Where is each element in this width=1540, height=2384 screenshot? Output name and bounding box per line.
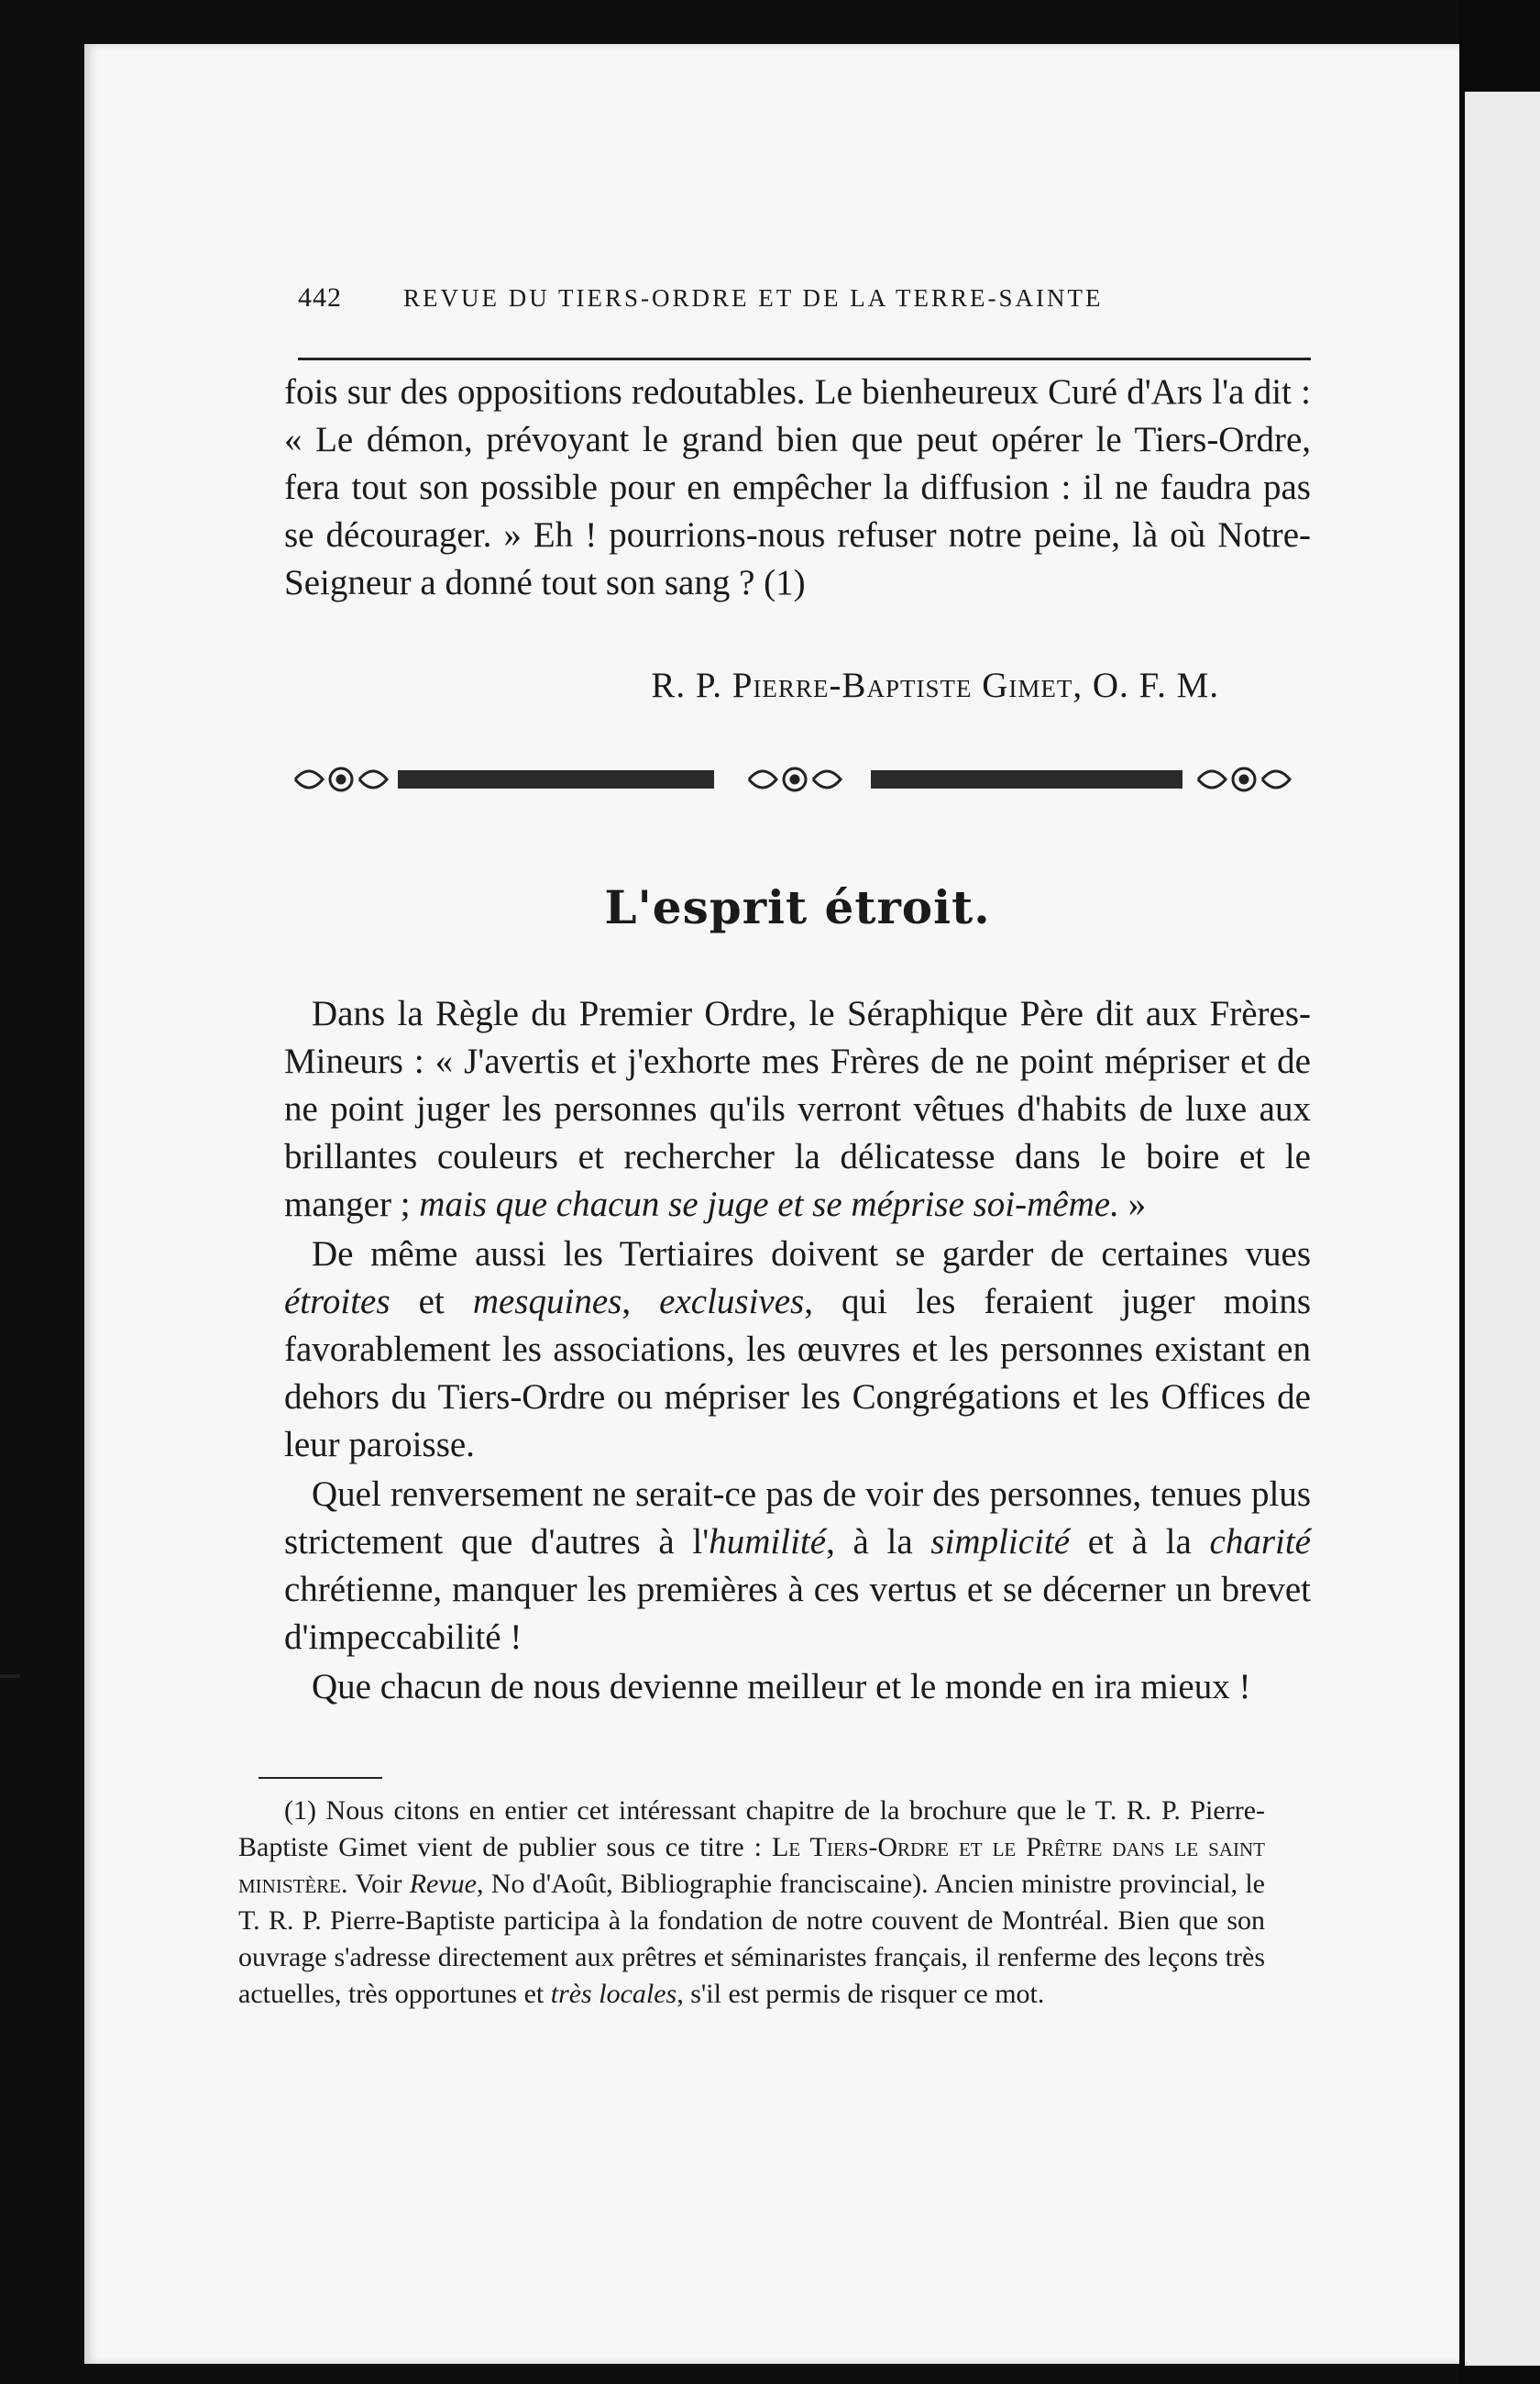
footnote-text: (1) Nous citons en entier cet intéressant chapitre de la brochure que le T. R. P. Pierre-Baptiste Gimet vient de publier sous ce titre : Le Tiers-Ordre et le Prêtre dans le saint ministère. Voir Revue, No d'Août, Bibliographie franciscaine). Ancien ministre provincial, le T. R. P. Pierre-Baptiste participa à la fondation de notre couvent de Montréal. Bien que son ouvrage s'adresse directement aux prêtres et séminaristes français, il renferme des leçons très actuelles, très opportunes et très locales, s'il est permis de risquer ce mot. — [238, 1795, 1265, 2009]
footnote — [238, 1793, 1265, 2013]
continuation-paragraph — [284, 369, 1311, 607]
continuation-text: fois sur des oppositions redoutables. Le bienheureux Curé d'Ars l'a dit : « Le démon, prévoyant le grand bien que peut opérer le Tiers-Ordre, fera tout son possible pour en empêcher la diffusion : il ne faudra pas se décourager. » Eh ! pourrions-nous refuser notre peine, là où Notre-Seigneur a donné tout son sang ? (1) — [284, 372, 1311, 602]
paragraph-4: Que chacun de nous devienne meilleur et le monde en ira mieux ! — [312, 1667, 1251, 1706]
paragraph-1: Dans la Règle du Premier Ordre, le Séraphique Père dit aux Frères-Mineurs : « J'avertis et j'exhorte mes Frères de ne point mépriser et de ne point juger les personnes qu'ils verront vêtues d'habits de luxe aux brillantes couleurs et rechercher la délicatesse dans le boire et le manger ; mais que chacun se juge et se méprise soi-même. » — [284, 994, 1311, 1224]
decorative-band — [871, 770, 1182, 789]
ornamental-divider — [286, 754, 1304, 805]
fleuron-icon — [1198, 768, 1290, 790]
article-title: L'esprit étroit. — [604, 880, 991, 934]
footnote-rule — [258, 1777, 382, 1779]
margin-mark — [0, 1674, 20, 1678]
page-number: 442 — [298, 282, 342, 313]
paragraph-3: Quel renversement ne serait-ce pas de voir des personnes, tenues plus strictement que d'autres à l'humilité, à la simplicité et à la charité chrétienne, manquer les premières à ces vertus et se décerner un brevet d'impeccabilité ! — [284, 1474, 1311, 1657]
author-signature: R. P. Pierre-Baptiste Gimet, O. F. M. — [651, 666, 1219, 705]
facing-page-edge — [1465, 92, 1540, 2366]
fleuron-icon — [749, 768, 841, 790]
paragraph-2: De même aussi les Tertiaires doivent se garder de certaines vues étroites et mesquines, exclusives, qui les feraient juger moins favorablement les associations, les œuvres et les personnes existant en dehors du Tiers-Ordre ou mépriser les Congrégations et les Offices de leur paroisse. — [284, 1234, 1312, 1464]
header-rule — [298, 358, 1311, 360]
running-title: REVUE DU TIERS-ORDRE ET DE LA TERRE-SAINTE — [403, 284, 1104, 312]
article-body — [284, 990, 1311, 1713]
decorative-band — [398, 770, 714, 789]
fleuron-icon — [295, 768, 387, 790]
running-header — [298, 282, 1315, 314]
